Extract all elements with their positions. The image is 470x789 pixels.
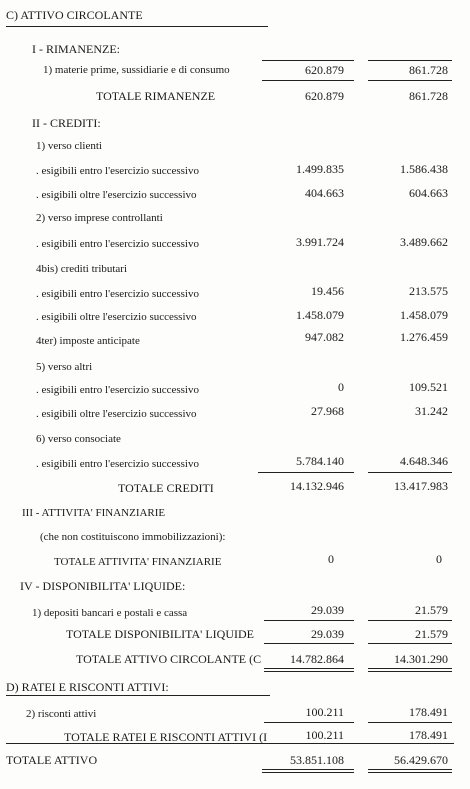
value-previous: 14.301.290 <box>394 652 448 666</box>
double-rule <box>262 769 354 773</box>
column-rule <box>368 620 452 621</box>
total-label: TOTALE DISPONIBILITA' LIQUIDE <box>66 627 254 641</box>
column-rule <box>368 60 452 61</box>
value-previous: 213.575 <box>409 284 448 298</box>
value-previous: 861.728 <box>409 63 448 77</box>
value-previous: 178.491 <box>409 728 448 742</box>
group-label: 2) verso imprese controllanti <box>36 212 163 224</box>
value-current: 14.782.864 <box>290 652 344 666</box>
crediti-heading: II - CREDITI: <box>32 116 101 130</box>
value-current: 1.458.079 <box>296 308 344 322</box>
value-current: 5.784.140 <box>296 454 344 468</box>
group-label: 5) verso altri <box>36 361 93 373</box>
rimanenze-heading: I - RIMANENZE: <box>32 42 120 56</box>
group-label: 6) verso consociate <box>36 433 121 445</box>
column-rule <box>368 472 452 473</box>
column-rule <box>264 722 354 723</box>
value-current: 620.879 <box>305 63 344 77</box>
column-rule <box>264 643 354 644</box>
value-current: 29.039 <box>311 603 344 617</box>
value-current: 1.499.835 <box>296 162 344 176</box>
heading-underline <box>6 26 268 27</box>
row-label: . esigibili entro l'esercizio successivo <box>36 384 199 396</box>
total-label: TOTALE ATTIVITA' FINANZIARIE <box>54 556 222 568</box>
row-label: . esigibili entro l'esercizio successivo <box>36 458 199 470</box>
value-current: 0 <box>328 552 334 566</box>
value-current: 14.132.946 <box>290 479 344 493</box>
disponibilita-heading: IV - DISPONIBILITA' LIQUIDE: <box>20 579 186 593</box>
value-previous: 109.521 <box>409 380 448 394</box>
row-label: 1) materie prime, sussidiarie e di consumo <box>43 64 230 76</box>
total-label: TOTALE CREDITI <box>118 481 214 495</box>
value-previous: 21.579 <box>415 603 448 617</box>
double-rule <box>368 668 452 672</box>
column-rule <box>368 643 452 644</box>
value-current: 947.082 <box>305 330 344 344</box>
value-previous: 861.728 <box>409 89 448 103</box>
double-rule <box>264 668 354 672</box>
total-label: TOTALE RATEI E RISCONTI ATTIVI (I <box>64 730 268 744</box>
value-current: 3.991.724 <box>296 235 344 249</box>
value-previous: 13.417.983 <box>394 479 448 493</box>
value-previous: 3.489.662 <box>400 235 448 249</box>
value-current: 19.456 <box>311 284 344 298</box>
column-rule <box>262 80 354 81</box>
value-current: 620.879 <box>305 89 344 103</box>
value-previous: 21.579 <box>415 627 448 641</box>
value-current: 0 <box>338 380 344 394</box>
heading-underline <box>6 695 270 696</box>
column-rule <box>368 722 452 723</box>
row-label: . esigibili oltre l'esercizio successivo <box>36 311 197 323</box>
attivita-subheading: (che non costituiscono immobilizzazioni): <box>40 531 226 543</box>
value-current: 29.039 <box>311 627 344 641</box>
value-previous: 56.429.670 <box>394 753 448 767</box>
column-rule <box>264 620 354 621</box>
value-current: 100.211 <box>305 705 344 719</box>
column-rule <box>258 472 354 473</box>
row-label: . esigibili entro l'esercizio successivo <box>36 165 199 177</box>
value-previous: 0 <box>436 552 442 566</box>
value-current: 100.211 <box>305 728 344 742</box>
value-previous: 604.663 <box>409 186 448 200</box>
section-c-heading: C) ATTIVO CIRCOLANTE <box>6 8 143 22</box>
section-d-heading: D) RATEI E RISCONTI ATTIVI: <box>6 680 169 694</box>
value-previous: 31.242 <box>415 404 448 418</box>
column-rule <box>368 80 452 81</box>
row-label: . esigibili oltre l'esercizio successivo <box>36 408 197 420</box>
column-rule <box>262 60 354 61</box>
total-rule <box>6 743 454 744</box>
value-current: 404.663 <box>305 186 344 200</box>
total-label: TOTALE RIMANENZE <box>96 89 216 103</box>
row-label: . esigibili oltre l'esercizio successivo <box>36 189 197 201</box>
total-label: TOTALE ATTIVO CIRCOLANTE (C <box>76 652 262 666</box>
row-label: 1) depositi bancari e postali e cassa <box>32 607 188 619</box>
row-label: 4ter) imposte anticipate <box>36 335 140 347</box>
double-rule <box>368 769 452 773</box>
value-previous: 178.491 <box>409 705 448 719</box>
total-label: TOTALE ATTIVO <box>6 753 98 767</box>
value-current: 27.968 <box>311 404 344 418</box>
value-previous: 1.586.438 <box>400 162 448 176</box>
value-previous: 1.276.459 <box>400 330 448 344</box>
value-previous: 4.648.346 <box>400 454 448 468</box>
value-current: 53.851.108 <box>290 753 344 767</box>
group-label: 4bis) crediti tributari <box>36 263 128 275</box>
row-label: . esigibili entro l'esercizio successivo <box>36 288 199 300</box>
group-label: 1) verso clienti <box>36 140 102 152</box>
attivita-heading: III - ATTIVITA' FINANZIARIE <box>22 507 166 519</box>
value-previous: 1.458.079 <box>400 308 448 322</box>
row-label: 2) risconti attivi <box>26 708 97 720</box>
row-label: . esigibili entro l'esercizio successivo <box>36 238 199 250</box>
